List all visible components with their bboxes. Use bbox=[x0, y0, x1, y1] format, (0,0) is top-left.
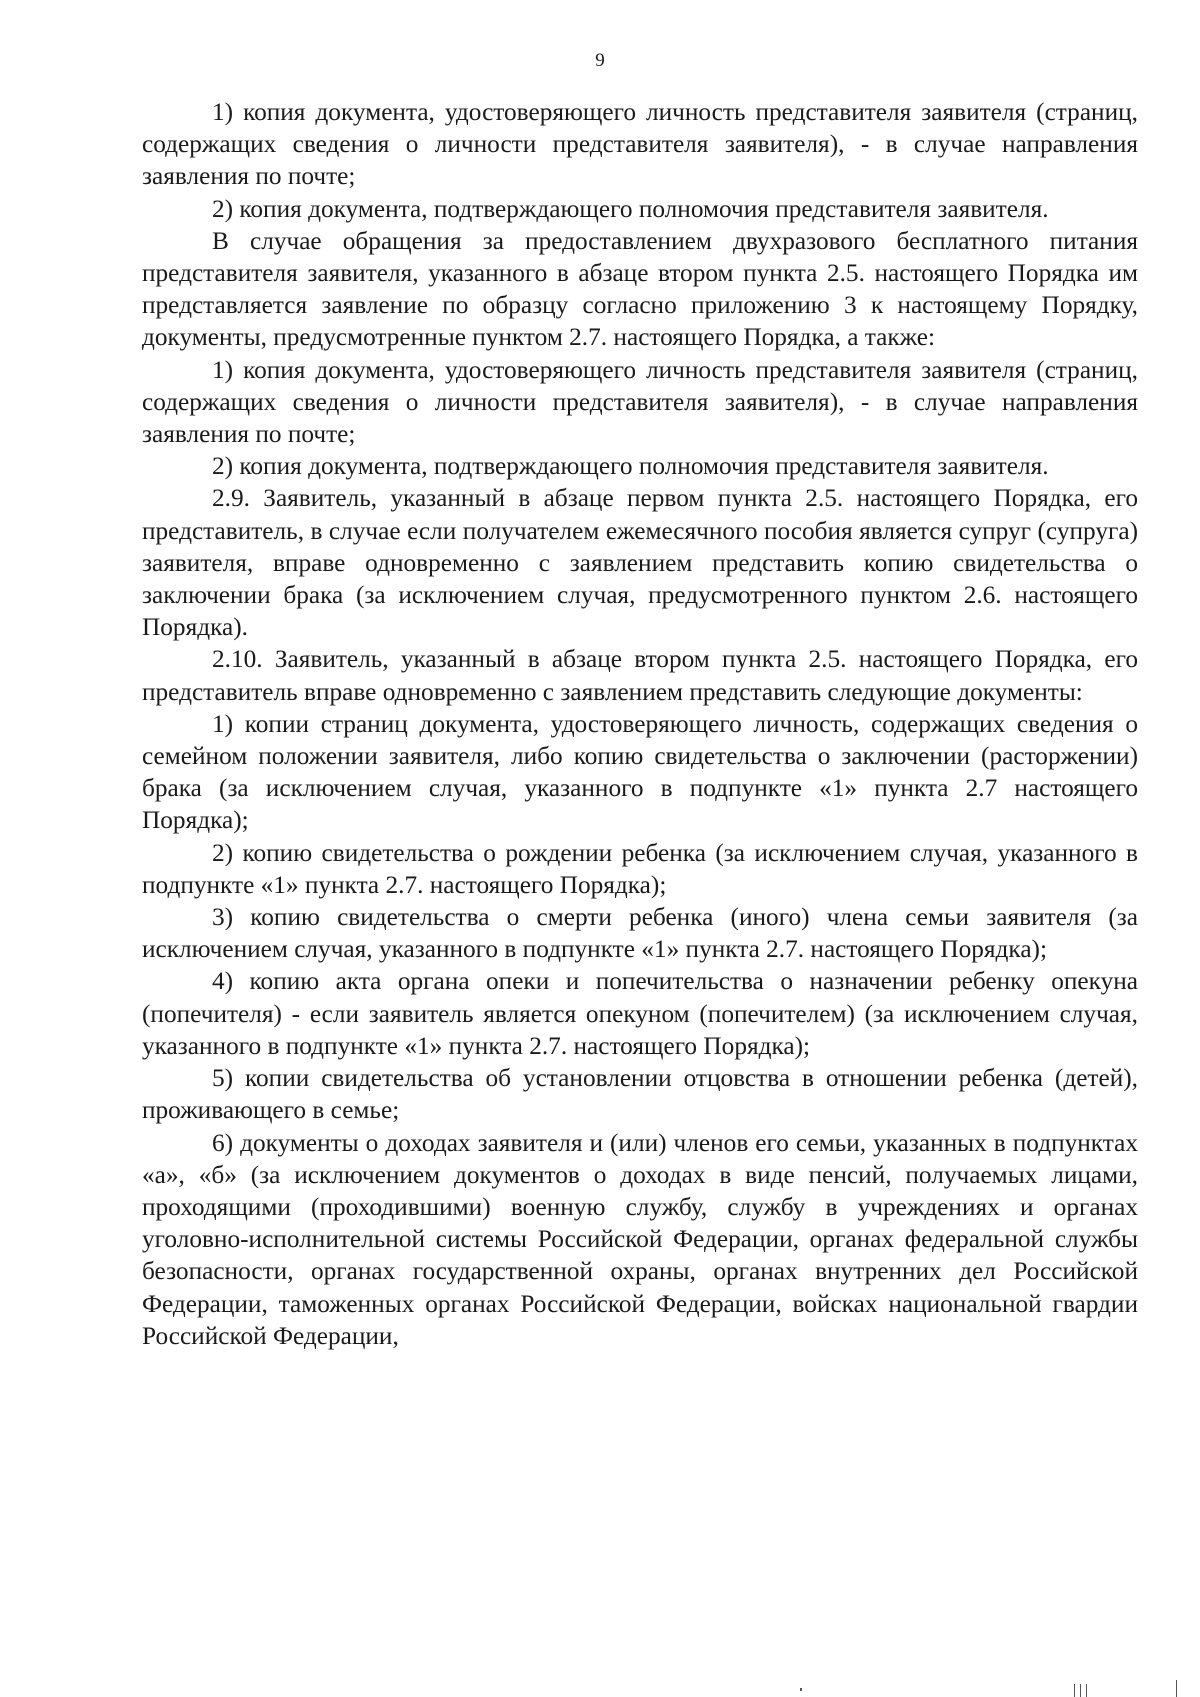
scan-mark bbox=[1080, 1684, 1081, 1697]
paragraph-5: 2) копия документа, подтверждающего полномочия представителя заявителя. bbox=[212, 452, 1049, 481]
scan-mark bbox=[800, 1688, 802, 1691]
paragraph-1: 1) копия документа, удостоверяющего личность представителя заявителя (страниц, содержащих сведения о личности представителя заявителя), - в случае направления заявления по почте; bbox=[142, 98, 1138, 191]
scan-mark bbox=[1074, 1684, 1075, 1697]
paragraph-12: 5) копии свидетельства об установлении отцовства в отношении ребенка (детей), проживающего в семье; bbox=[142, 1064, 1138, 1125]
paragraph-7: 2.10. Заявитель, указанный в абзаце втором пункта 2.5. настоящего Порядка, его представитель вправе одновременно с заявлением представить следующие документы: bbox=[142, 645, 1138, 706]
page-number: 9 bbox=[595, 50, 605, 71]
paragraph-6: 2.9. Заявитель, указанный в абзаце первом пункта 2.5. настоящего Порядка, его представитель, в случае если получателем ежемесячного пособия является супруг (супруга) заявителя, вправе одновременно с заявлением представить копию свидетельства о заключении брака (за исключением случая, предусмотренного пунктом 2.6. настоящего Порядка). bbox=[142, 484, 1138, 642]
paragraph-3: В случае обращения за предоставлением двухразового бесплатного питания представителя заявителя, указанного в абзаце втором пункта 2.5. настоящего Порядка им представляется заявление по образцу согласно приложению 3 к настоящему Порядку, документы, предусмотренные пунктом 2.7. настоящего Порядка, а также: bbox=[142, 226, 1138, 352]
scan-mark bbox=[1086, 1684, 1087, 1697]
paragraph-9: 2) копию свидетельства о рождении ребенка (за исключением случая, указанного в подпункте «1» пункта 2.7. настоящего Порядка); bbox=[142, 838, 1138, 899]
document-body bbox=[142, 96, 1138, 1352]
scan-mark bbox=[1176, 1680, 1177, 1697]
paragraph-10: 3) копию свидетельства о смерти ребенка (иного) члена семьи заявителя (за исключением случая, указанного в подпункте «1» пункта 2.7. настоящего Порядка); bbox=[142, 903, 1138, 964]
paragraph-2: 2) копия документа, подтверждающего полномочия представителя заявителя. bbox=[212, 194, 1049, 223]
paragraph-4: 1) копия документа, удостоверяющего личность представителя заявителя (страниц, содержащих сведения о личности представителя заявителя), - в случае направления заявления по почте; bbox=[142, 355, 1138, 449]
paragraph-11: 4) копию акта органа опеки и попечительства о назначении ребенку опекуна (попечителя) - если заявитель является опекуном (попечителем) (за исключением случая, указанного в подпункте «1» пункта 2.7. настоящего Порядка); bbox=[142, 967, 1138, 1060]
paragraph-13: 6) документы о доходах заявителя и (или) членов его семьи, указанных в подпунктах «а», «б» (за исключением документов о доходах в виде пенсий, получаемых лицами, проходящими (проходившими) военную службу, службу в учреждениях и органах уголовно-исполнительной системы Российской Федерации, органах федеральной службы безопасности, органах государственной охраны, органах внутренних дел Российской Федерации, таможенных органах Российской Федерации, войсках национальной гвардии Российской Федерации, bbox=[142, 1128, 1138, 1350]
paragraph-8: 1) копии страниц документа, удостоверяющего личность, содержащих сведения о семейном положении заявителя, либо копию свидетельства о заключении (расторжении) брака (за исключением случая, указанного в подпункте «1» пункта 2.7 настоящего Порядка); bbox=[142, 709, 1138, 835]
